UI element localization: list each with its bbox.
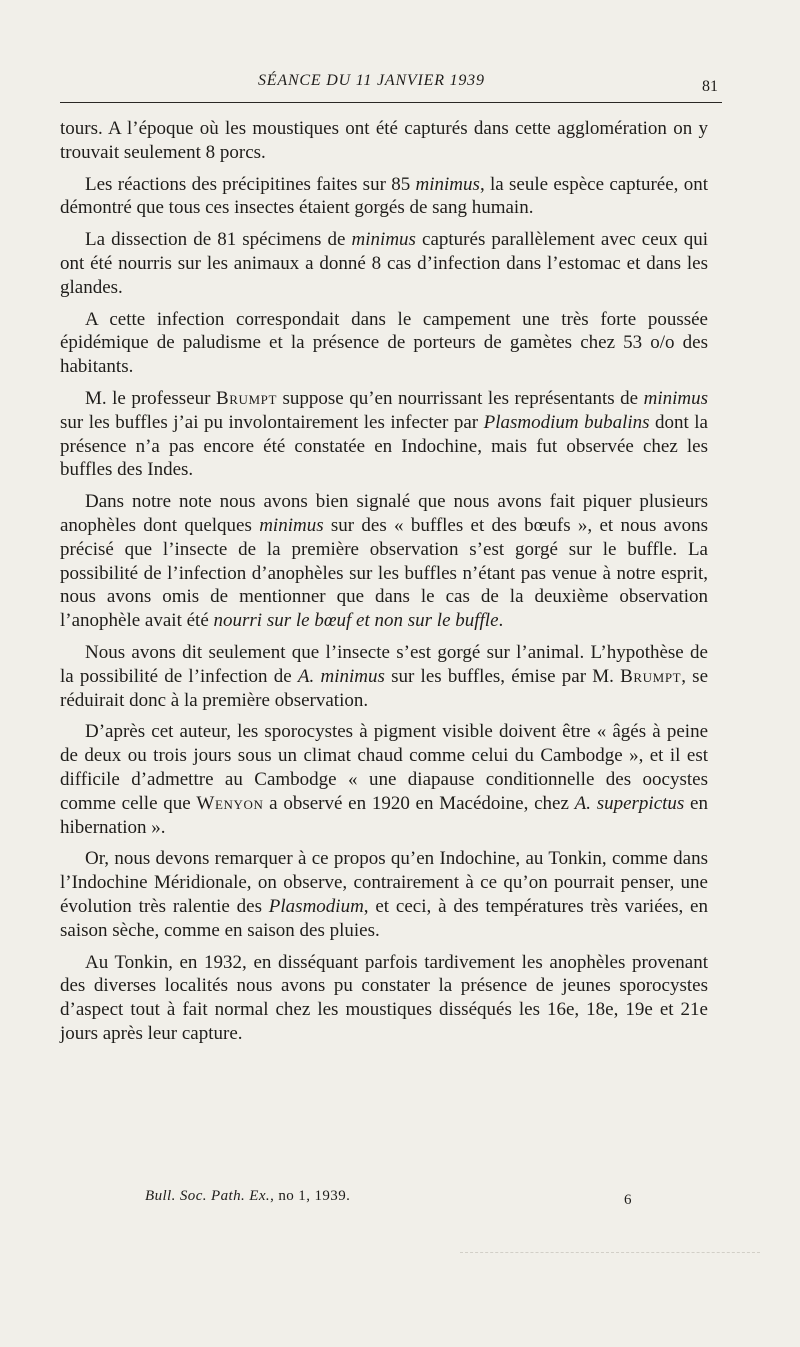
footer-issue: , no 1, 1939. — [270, 1188, 351, 1204]
text-run: a observé en 1920 en Macédoine, chez — [263, 792, 575, 814]
running-head — [60, 72, 718, 102]
italic-text: nourri sur le bœuf et non sur le buffle — [213, 610, 499, 632]
text-run: , se réduirait donc à la première observation. — [60, 665, 708, 711]
page-number: 81 — [702, 78, 718, 95]
header-rule — [60, 102, 722, 103]
text-run: , et ceci, à des températures très variées, en saison sèche, comme en saison des pluies. — [60, 895, 708, 941]
text-run: en hibernation ». — [60, 792, 708, 838]
author-name: Brumpt — [215, 387, 278, 409]
author-name: Brumpt — [620, 665, 682, 687]
paragraph — [60, 387, 708, 482]
text-run: capturés parallèlement avec ceux qui ont été nourris sur les animaux a donné 8 cas d’infection dans l’estomac et dans les glandes. — [60, 229, 708, 298]
text-run: Les réactions des précipitines faites sur 85 — [85, 173, 416, 195]
text-run: M. le professeur — [85, 387, 216, 409]
text-run: Dans notre note nous avons bien signalé que nous avons fait piquer plusieurs anophèles dont quelques — [60, 491, 708, 536]
italic-text: minimus — [259, 514, 324, 536]
italic-text: minimus — [643, 387, 708, 409]
paragraph — [60, 720, 708, 839]
author-name: Wenyon — [196, 792, 264, 814]
italic-text: A. minimus — [297, 665, 385, 687]
text-run: dont la présence n’a pas encore été constatée en Indochine, mais fut observée chez les buffles des Indes. — [60, 411, 708, 481]
article-body — [60, 117, 708, 1046]
text-run: Or, nous devons remarquer à ce propos qu’en Indochine, au Tonkin, comme dans l’Indochine Méridionale, on observe, contrairement à ce qu’on pourrait penser, une évolution très ralentie des — [60, 848, 708, 917]
paragraph — [60, 117, 708, 165]
paragraph — [60, 228, 708, 299]
paragraph — [60, 847, 708, 942]
italic-text: Plasmodium — [268, 895, 364, 917]
signature-mark: 6 — [624, 1192, 632, 1208]
paragraph — [60, 308, 708, 379]
italic-text: Plasmodium bubalins — [483, 411, 650, 433]
text-run: suppose qu’en nourrissant les représentants de — [277, 387, 644, 409]
text-run: A cette infection correspondait dans le campement une très forte poussée épidémique de paludisme et la présence de porteurs de gamètes chez 53 o/o des habitants. — [60, 308, 708, 378]
text-run: La dissection de 81 spécimens de — [85, 229, 352, 251]
text-run: sur des « buffles et des bœufs », et nous avons précisé que l’insecte de la première observation s’est gorgé sur le buffle. La possibilité de l’infection d’anophèles sur les buffles n’étant pas venue à notre esprit, nous avons omis de mentionner que dans le cas de la deuxième observation l’anophèle avait été — [60, 514, 708, 632]
text-run: sur les buffles j’ai pu involontairement les infecter par — [60, 411, 484, 433]
paragraph — [60, 173, 708, 221]
running-title: SÉANCE DU 11 JANVIER 1939 — [258, 72, 485, 89]
footer-citation — [145, 1188, 350, 1205]
italic-text: minimus — [415, 173, 480, 195]
text-run: Nous avons dit seulement que l’insecte s’est gorgé sur l’animal. L’hypothèse de la possibilité de l’infection de — [60, 641, 708, 687]
faint-ruling — [460, 1252, 760, 1253]
text-run: Au Tonkin, en 1932, en disséquant parfois tardivement les anophèles provenant des diverses localités nous avons pu constater la présence de jeunes sporocystes d’aspect tout à fait normal chez les moustiques disséqués les 16e, 18e, 19e et 21e jours après leur capture. — [60, 951, 708, 1044]
footer-journal: Bull. Soc. Path. Ex. — [145, 1188, 271, 1204]
paragraph — [60, 490, 708, 633]
text-run: tours. A l’époque où les moustiques ont été capturés dans cette agglomération on y trouvait seulement 8 porcs. — [60, 118, 708, 163]
text-run: D’après cet auteur, les sporocystes à pigment visible doivent être « âgés à peine de deux ou trois jours sous un climat chaud comme celui du Cambodge », et il est difficile d’admettre au Cambodge « une diapause conditionnelle des oocystes comme celle que — [60, 721, 708, 814]
paragraph — [60, 951, 708, 1046]
paragraph — [60, 641, 708, 712]
italic-text: A. superpictus — [574, 792, 685, 814]
text-run: sur les buffles, émise par M. — [384, 665, 621, 687]
text-run: , la seule espèce capturée, ont démontré que tous ces insectes étaient gorgés de sang humain. — [60, 173, 708, 219]
text-run: . — [498, 610, 504, 632]
italic-text: minimus — [351, 229, 416, 251]
